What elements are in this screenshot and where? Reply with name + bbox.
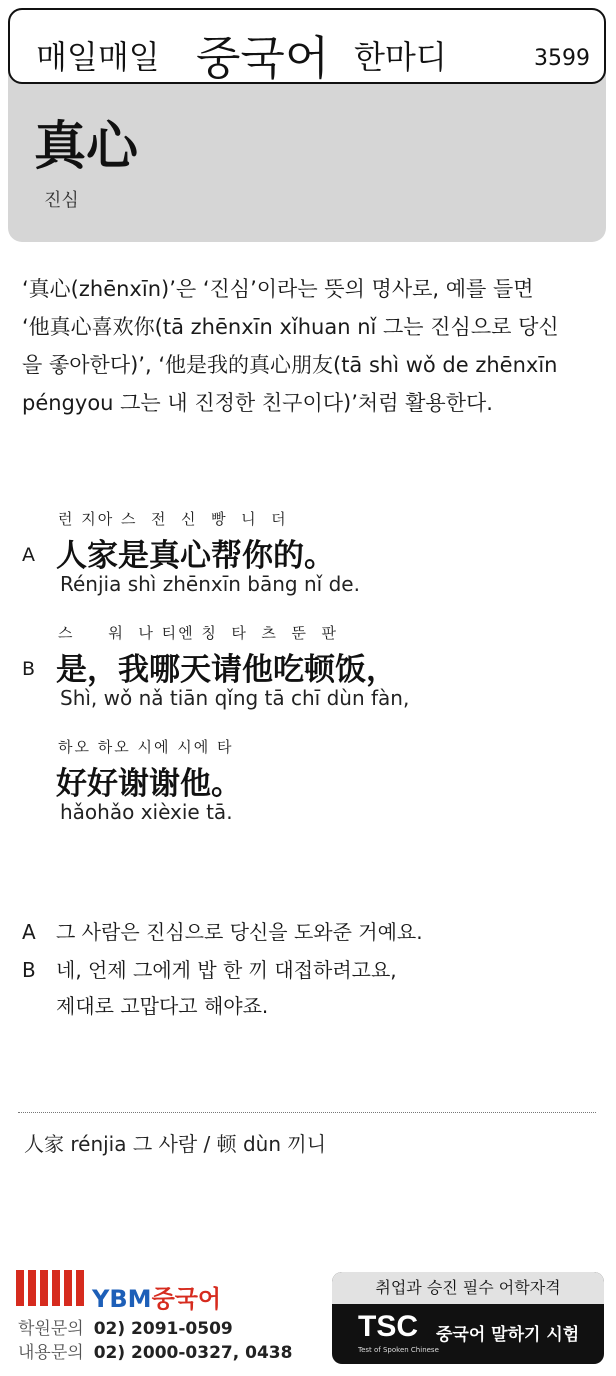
translation-text: 제대로 고맙다고 해야죠. xyxy=(56,994,269,1018)
intro-line: 을 좋아한다)’, ‘他是我的真心朋友(tā shì wǒ de zhēnxīn xyxy=(22,353,558,377)
tsc-banner xyxy=(332,1272,604,1364)
speaker-label: B xyxy=(22,958,36,982)
vocabulary-note: 人家 rénjia 그 사람 / 顿 dùn 끼니 xyxy=(24,1132,327,1156)
speaker-label: A xyxy=(22,544,35,566)
intro-line: ‘真心(zhēnxīn)’은 ‘진심’이라는 뜻의 명사로, 예를 들면 xyxy=(22,277,534,301)
ybm-brand xyxy=(92,1279,221,1314)
headword-korean: 진심 xyxy=(44,190,79,211)
tsc-logo: TSC xyxy=(358,1310,418,1343)
ybm-brand-chinese: 중국어 xyxy=(151,1285,222,1313)
speaker-label: A xyxy=(22,920,36,944)
contact-number: 02) 2091-0509 xyxy=(93,1319,233,1339)
contact-content xyxy=(18,1338,292,1363)
translation-text: 네, 언제 그에게 밥 한 끼 대접하려고요, xyxy=(56,958,397,982)
divider xyxy=(18,1112,596,1113)
contact-label: 내용문의 xyxy=(18,1343,84,1363)
series-right: 한마디 xyxy=(354,38,447,76)
contact-label: 학원문의 xyxy=(18,1319,84,1339)
chinese-sentence: 好好谢谢他。 xyxy=(56,766,242,802)
series-left: 매일매일 xyxy=(36,38,160,76)
chinese-sentence: 是，我哪天请他吃顿饭， xyxy=(56,652,397,688)
intro-paragraph xyxy=(22,270,594,422)
ruby-reading: 스 워 나 티엔 칭 타 츠 뚠 판 xyxy=(58,624,338,642)
intro-line: ‘他真心喜欢你(tā zhēnxīn xǐhuan nǐ 그는 진심으로 당신 xyxy=(22,315,559,339)
ybm-brand-name: YBM xyxy=(92,1285,152,1313)
pinyin-line: Rénjia shì zhēnxīn bāng nǐ de. xyxy=(60,572,360,596)
tsc-subtitle: Test of Spoken Chinese xyxy=(358,1346,439,1354)
contact-number: 02) 2000-0327, 0438 xyxy=(93,1343,293,1363)
speaker-label: B xyxy=(22,658,36,680)
tsc-tagline: 취업과 승진 필수 어학자격 xyxy=(332,1272,604,1304)
chinese-sentence: 人家是真心帮你的。 xyxy=(56,538,335,574)
translation-line xyxy=(22,990,268,1019)
series-title-bar xyxy=(8,8,606,84)
pinyin-line: hǎohǎo xièxie tā. xyxy=(60,800,233,824)
ruby-reading: 하오 하오 시에 시에 타 xyxy=(58,738,234,756)
ybm-logo-icon xyxy=(14,1268,94,1308)
series-mid: 중국어 xyxy=(196,31,330,85)
translation-text: 그 사람은 진심으로 당신을 도와준 거예요. xyxy=(56,920,423,944)
contact-academy xyxy=(18,1314,233,1339)
headword: 真心 xyxy=(34,116,139,177)
translation-line xyxy=(22,954,397,983)
translation-line xyxy=(22,916,423,945)
ruby-reading: 런 지아 스 전 신 빵 니 더 xyxy=(58,510,288,528)
issue-number: 3599 xyxy=(534,46,590,71)
pinyin-line: Shì, wǒ nǎ tiān qǐng tā chī dùn fàn, xyxy=(60,686,410,710)
intro-line: péngyou 그는 내 진정한 친구이다)’처럼 활용한다. xyxy=(22,391,493,415)
tsc-label: 중국어 말하기 시험 xyxy=(436,1325,580,1345)
